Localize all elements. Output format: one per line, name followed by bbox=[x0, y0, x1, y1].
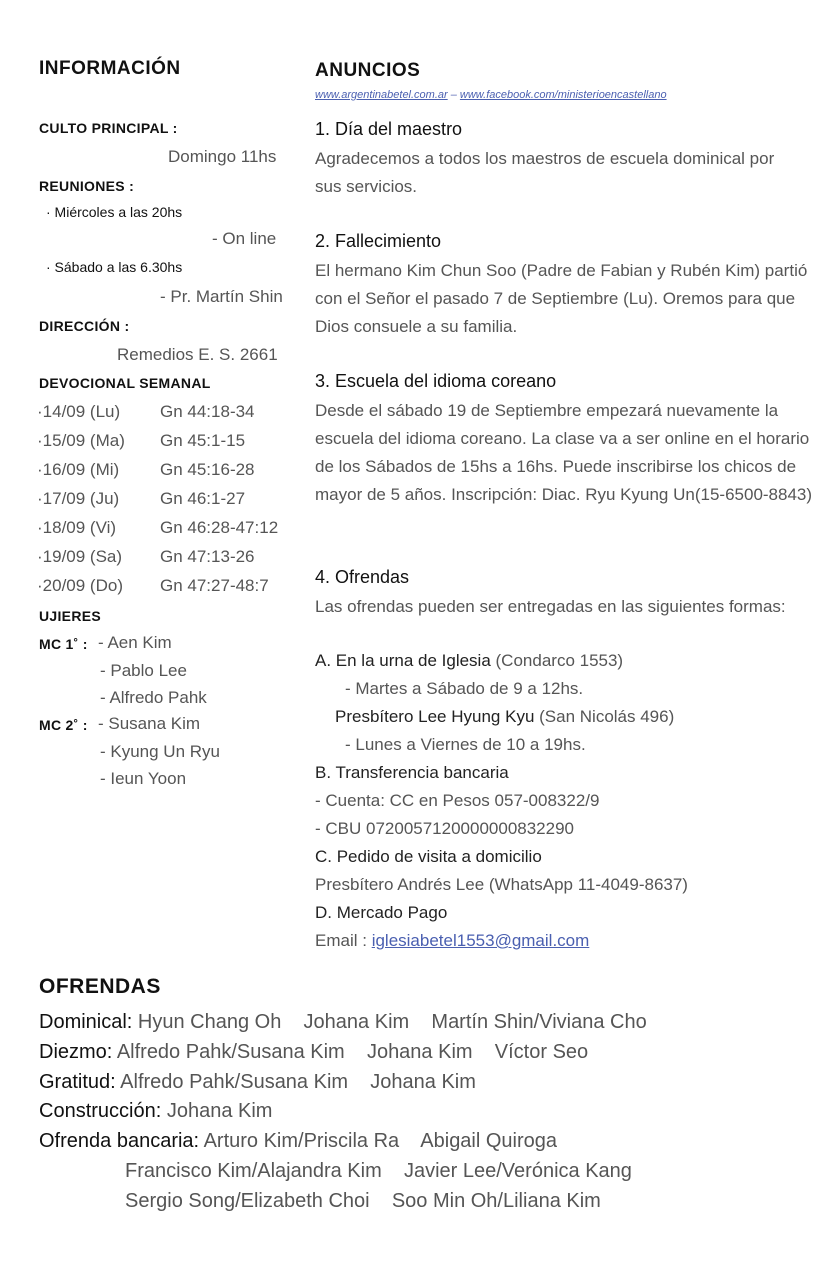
anuncios-title: ANUNCIOS bbox=[315, 60, 421, 81]
email-label: Email : bbox=[315, 931, 372, 950]
option-a-title: . En la urna de Iglesia bbox=[326, 651, 491, 670]
devocional-ref: Gn 47:13-26 bbox=[160, 547, 255, 566]
announcement-1-title: 1. Día del maestro bbox=[315, 119, 463, 139]
option-b-title: B. Transferencia bancaria bbox=[315, 763, 509, 782]
option-d-title: D. Mercado Pago bbox=[315, 903, 448, 922]
ofrenda-gratitud bbox=[39, 1071, 476, 1094]
devocional-ref: Gn 45:1-15 bbox=[160, 431, 246, 450]
reunion-2-detail: - Pr. Martín Shin bbox=[160, 287, 283, 306]
devocional-ref: Gn 46:28-47:12 bbox=[160, 518, 279, 537]
url-separator: – bbox=[447, 89, 460, 101]
ofrendas-title: OFRENDAS bbox=[39, 975, 161, 998]
devocional-day: ·16/09 (Mi) bbox=[37, 460, 120, 479]
facebook-link[interactable]: www.facebook.com/ministerioencastellano bbox=[459, 89, 667, 101]
option-a2-title: Presbítero Lee Hyung Kyu bbox=[335, 707, 535, 726]
devocional-ref: Gn 44:18-34 bbox=[160, 402, 255, 421]
announcement-3-title: 3. Escuela del idioma coreano bbox=[315, 371, 557, 391]
devocional-day: ·17/09 (Ju) bbox=[37, 489, 120, 508]
reunion-1: · Miércoles a las 20hs bbox=[46, 204, 183, 220]
info-title: INFORMACIÓN bbox=[39, 58, 181, 79]
option-b-cbu: - CBU 0720057120000000832290 bbox=[315, 819, 575, 838]
option-a-prefix: A bbox=[315, 651, 327, 670]
option-a-place: (Condarco 1553) bbox=[490, 651, 624, 670]
direccion-value: Remedios E. S. 2661 bbox=[117, 345, 278, 364]
option-a2-place: (San Nicolás 496) bbox=[534, 707, 675, 726]
diezmo-names: Alfredo Pahk/Susana Kim Johana Kim Víctor Seo bbox=[112, 1041, 589, 1063]
option-d-email-line bbox=[315, 931, 589, 951]
gratitud-label: Gratitud: bbox=[39, 1071, 116, 1093]
option-c-title: C. Pedido de visita a domicilio bbox=[315, 847, 542, 866]
mc2-member: - Kyung Un Ryu bbox=[100, 742, 220, 761]
email-link[interactable]: iglesiabetel1553@gmail.com bbox=[371, 931, 590, 950]
devocional-ref: Gn 46:1-27 bbox=[160, 489, 246, 508]
ofrenda-bancaria bbox=[39, 1130, 557, 1153]
mc1-member: - Pablo Lee bbox=[100, 661, 187, 680]
option-a2-hours: - Lunes a Viernes de 10 a 19hs. bbox=[345, 735, 586, 754]
announcement-4-body: Las ofrendas pueden ser entregadas en las siguientes formas: bbox=[315, 597, 786, 616]
option-a2 bbox=[335, 707, 674, 727]
announcement-4-title: 4. Ofrendas bbox=[315, 567, 410, 587]
bancaria-names-3: Sergio Song/Elizabeth Choi Soo Min Oh/Liliana Kim bbox=[125, 1190, 601, 1212]
devocional-day: ·15/09 (Ma) bbox=[37, 431, 125, 450]
devocional-day: ·19/09 (Sa) bbox=[37, 547, 123, 566]
option-a-hours: - Martes a Sábado de 9 a 12hs. bbox=[345, 679, 584, 698]
dominical-names: Hyun Chang Oh Johana Kim Martín Shin/Viviana Cho bbox=[132, 1011, 647, 1033]
announcement-1-body: Agradecemos a todos los maestros de escuela dominical por sus servicios. bbox=[315, 149, 775, 196]
option-c-body: Presbítero Andrés Lee (WhatsApp 11-4049-8637) bbox=[315, 875, 688, 894]
devocional-day: ·20/09 (Do) bbox=[37, 576, 123, 595]
ofrenda-construccion bbox=[39, 1100, 272, 1123]
ujieres-label: UJIERES bbox=[39, 608, 102, 624]
option-a bbox=[315, 651, 623, 671]
culto-label: CULTO PRINCIPAL : bbox=[39, 120, 178, 136]
announcement-2-title: 2. Fallecimiento bbox=[315, 231, 442, 251]
reunion-2: · Sábado a las 6.30hs bbox=[46, 259, 183, 275]
devocional-label: DEVOCIONAL SEMANAL bbox=[39, 375, 211, 391]
mc1-member: - Aen Kim bbox=[98, 633, 172, 652]
dominical-label: Dominical: bbox=[39, 1011, 133, 1033]
mc2-member: - Susana Kim bbox=[98, 714, 201, 733]
reuniones-label: REUNIONES : bbox=[39, 178, 135, 194]
culto-value: Domingo 11hs bbox=[168, 147, 277, 166]
option-b-cuenta: - Cuenta: CC en Pesos 057-008322/9 bbox=[315, 791, 600, 810]
devocional-ref: Gn 45:16-28 bbox=[160, 460, 255, 479]
mc2-label: MC 2˚ : bbox=[39, 717, 88, 733]
bancaria-names-1: Arturo Kim/Priscila Ra Abigail Quiroga bbox=[199, 1130, 558, 1152]
diezmo-label: Diezmo: bbox=[39, 1041, 113, 1063]
web-links bbox=[315, 89, 667, 101]
reunion-1-detail: - On line bbox=[212, 229, 277, 248]
bancaria-label: Ofrenda bancaria: bbox=[39, 1130, 200, 1152]
mc1-member: - Alfredo Pahk bbox=[100, 688, 207, 707]
construccion-label: Construcción: bbox=[39, 1100, 162, 1122]
announcement-2-body: El hermano Kim Chun Soo (Padre de Fabian y Rubén Kim) partió con el Señor el pasado 7 de Septiembre (Lu). Oremos para que Dios consuele a su familia. bbox=[315, 261, 808, 336]
website-link[interactable]: www.argentinabetel.com.ar bbox=[315, 89, 448, 101]
gratitud-names: Alfredo Pahk/Susana Kim Johana Kim bbox=[115, 1071, 476, 1093]
devocional-day: ·14/09 (Lu) bbox=[37, 402, 121, 421]
ofrenda-dominical bbox=[39, 1011, 647, 1034]
devocional-day: ·18/09 (Vi) bbox=[37, 518, 117, 537]
construccion-names: Johana Kim bbox=[161, 1100, 273, 1122]
ofrenda-diezmo bbox=[39, 1041, 588, 1064]
mc2-member: - Ieun Yoon bbox=[100, 769, 187, 788]
bancaria-names-2: Francisco Kim/Alajandra Kim Javier Lee/Verónica Kang bbox=[125, 1160, 632, 1182]
direccion-label: DIRECCIÓN : bbox=[39, 318, 130, 334]
devocional-ref: Gn 47:27-48:7 bbox=[160, 576, 269, 595]
mc1-label: MC 1˚ : bbox=[39, 636, 88, 652]
announcement-3-body: Desde el sábado 19 de Septiembre empezará nuevamente la escuela del idioma coreano. La clase va a ser online en el horario de los Sábados de 15hs a 16hs. Puede inscribirse los chicos de mayor de 5 años. Inscripción: Diac. Ryu Kyung Un(15-6500-8843) bbox=[315, 401, 813, 504]
